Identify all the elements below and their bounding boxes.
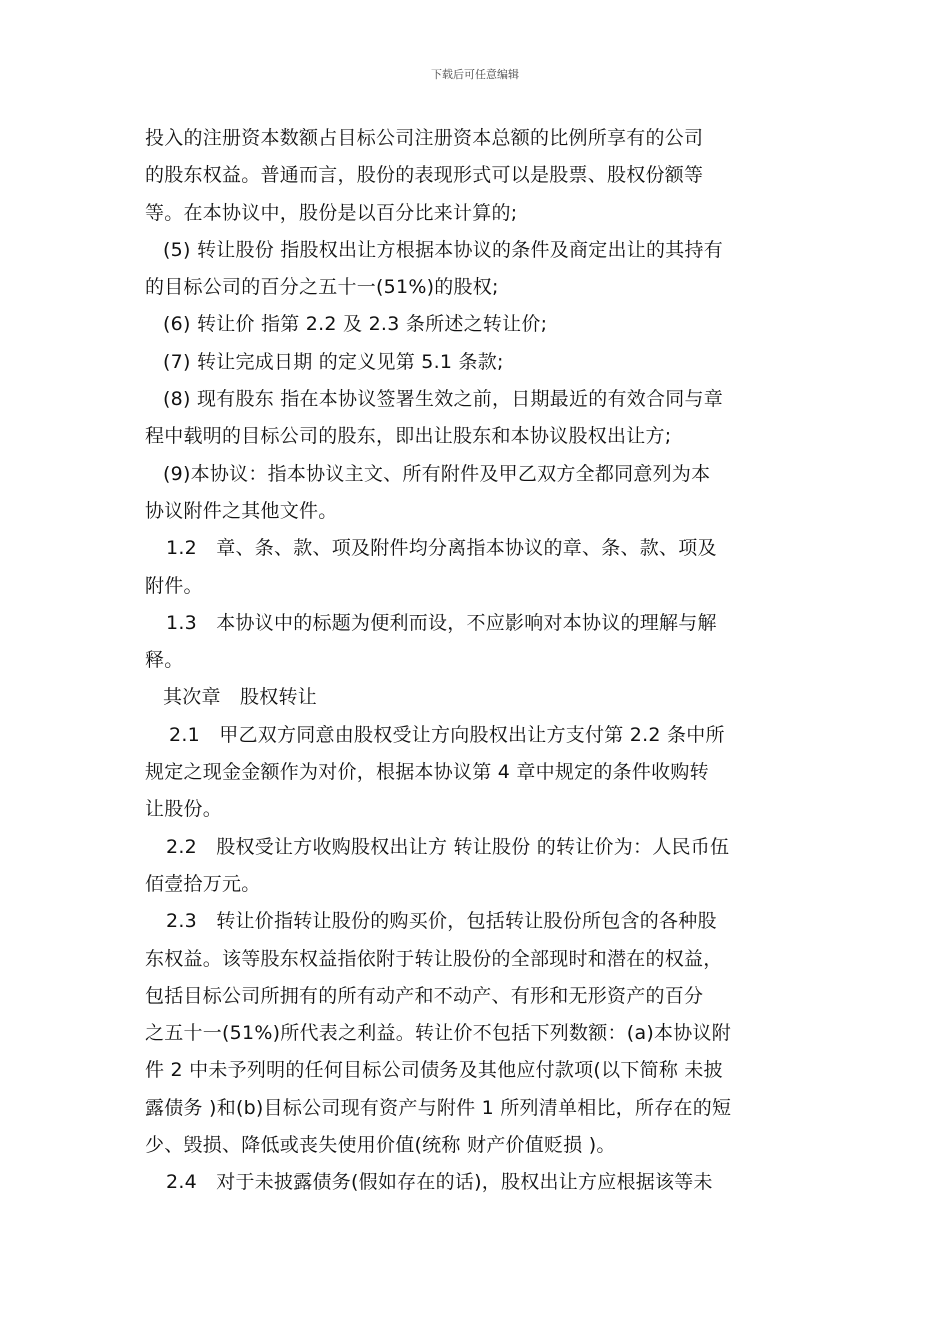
text-line: 等。在本协议中，股份是以百分比来计算的; bbox=[145, 201, 518, 224]
text-line: 1.3 本协议中的标题为便利而设，不应影响对本协议的理解与解 bbox=[166, 611, 717, 634]
text-line: 程中载明的目标公司的股东，即出让股东和本协议股权出让方; bbox=[145, 425, 672, 448]
text-line: 的股东权益。普通而言，股份的表现形式可以是股票、股权份额等 bbox=[145, 164, 704, 187]
text-line: 2.1 甲乙双方同意由股权受让方向股权出让方支付第 2.2 条中所 bbox=[169, 723, 725, 746]
text-line: 2.2 股权受让方收购股权出让方 转让股份 的转让价为：人民币伍 bbox=[166, 835, 730, 858]
text-line: 东权益。该等股东权益指依附于转让股份的全部现时和潜在的权益， bbox=[145, 947, 723, 970]
section-heading: 其次章 股权转让 bbox=[163, 686, 318, 709]
text-line: 件 2 中未予列明的任何目标公司债务及其他应付款项(以下简称 未披 bbox=[145, 1059, 723, 1082]
text-line: 2.4 对于未披露债务(假如存在的话)，股权出让方应根据该等未 bbox=[166, 1171, 713, 1194]
text-line: 的目标公司的百分之五十一(51%)的股权; bbox=[145, 276, 499, 299]
document-body bbox=[145, 120, 813, 1202]
text-line: (5) 转让股份 指股权出让方根据本协议的条件及商定出让的其持有 bbox=[163, 238, 723, 261]
text-line: (7) 转让完成日期 的定义见第 5.1 条款; bbox=[163, 350, 504, 373]
text-line: 少、毁损、降低或丧失使用价值(统称 财产价值贬损 )。 bbox=[145, 1134, 616, 1157]
text-line: 之五十一(51%)所代表之利益。转让价不包括下列数额：(a)本协议附 bbox=[145, 1022, 732, 1045]
text-line: 佰壹拾万元。 bbox=[145, 872, 261, 895]
page-header: 下载后可任意编辑 bbox=[431, 68, 519, 81]
text-line: 投入的注册资本数额占目标公司注册资本总额的比例所享有的公司 bbox=[145, 127, 704, 149]
text-line: 包括目标公司所拥有的所有动产和不动产、有形和无形资产的百分 bbox=[145, 984, 704, 1007]
text-line: (9)本协议：指本协议主文、所有附件及甲乙双方全都同意列为本 bbox=[163, 462, 711, 485]
text-line: (6) 转让价 指第 2.2 及 2.3 条所述之转让价; bbox=[163, 313, 548, 336]
text-line: 附件。 bbox=[145, 574, 203, 597]
text-line: 释。 bbox=[145, 649, 184, 672]
text-line: 协议附件之其他文件。 bbox=[145, 499, 338, 522]
text-line: 1.2 章、条、款、项及附件均分离指本协议的章、条、款、项及 bbox=[166, 537, 717, 560]
text-line: 露债务 )和(b)目标公司现有资产与附件 1 所列清单相比，所存在的短 bbox=[145, 1096, 732, 1119]
text-line: 让股份。 bbox=[145, 798, 223, 821]
text-line: 规定之现金金额作为对价，根据本协议第 4 章中规定的条件收购转 bbox=[145, 761, 709, 784]
text-line: 2.3 转让价指转让股份的购买价，包括转让股份所包含的各种股 bbox=[166, 910, 717, 933]
text-line: (8) 现有股东 指在本协议签署生效之前，日期最近的有效合同与章 bbox=[163, 388, 723, 411]
